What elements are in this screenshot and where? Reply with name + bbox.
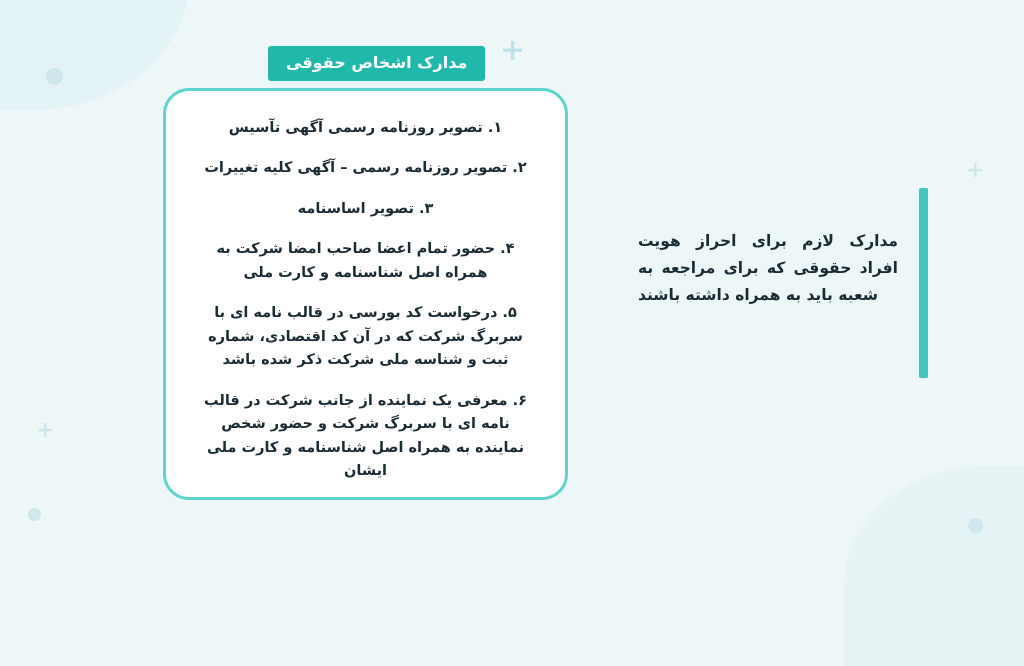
page-title: مدارک اشخاص حقوقی xyxy=(268,46,485,81)
documents-card xyxy=(163,88,568,500)
plus-icon: + xyxy=(500,33,526,68)
plus-icon: + xyxy=(966,158,985,183)
plus-icon: + xyxy=(36,418,55,443)
decorative-dot xyxy=(28,508,41,521)
documents-list xyxy=(200,117,531,484)
background-corner-shape-top-left xyxy=(0,0,190,110)
list-item: ۴. حضور تمام اعضا صاحب امضا شرکت به همراه اصل شناسنامه و کارت ملی xyxy=(216,241,515,281)
side-note-text: مدارک لازم برای احراز هویت افراد حقوقی که برای مراجعه به شعبه باید به همراه داشته باشند xyxy=(638,232,898,305)
list-item: ۳. تصویر اساسنامه xyxy=(297,200,434,217)
list-item: ۵. درخواست کد بورسی در قالب نامه ای با سربرگ شرکت که در آن کد اقتصادی، شماره ثبت و شناسه ملی شرکت ذکر شده باشد xyxy=(208,305,523,369)
accent-divider xyxy=(919,188,928,378)
decorative-dot xyxy=(46,68,63,85)
list-item: ۶. معرفی یک نماینده از جانب شرکت در قالب نامه ای با سربرگ شرکت و حضور شخص نماینده به همراه اصل شناسنامه و کارت ملی ایشان xyxy=(204,392,527,480)
list-item: ۱. تصویر روزنامه رسمی آگهی تآسیس xyxy=(228,120,503,136)
background-corner-shape-bottom-right xyxy=(844,466,1024,666)
list-item: ۲. تصویر روزنامه رسمی – آگهی کلیه تغییرات xyxy=(204,160,527,177)
decorative-dot xyxy=(968,518,983,533)
